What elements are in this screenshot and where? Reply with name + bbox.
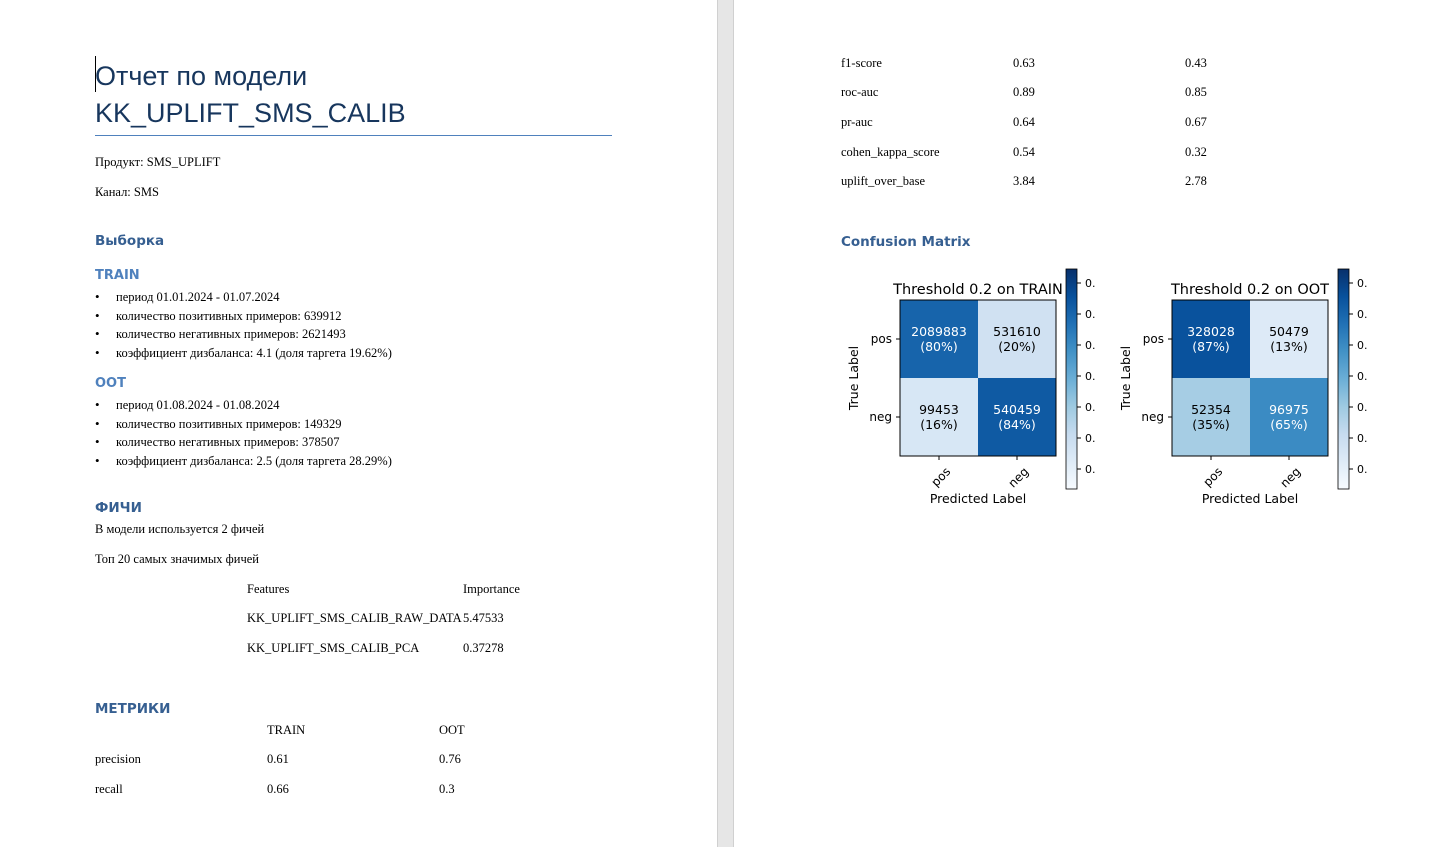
train-bullet-list	[95, 288, 392, 363]
table-header-features: Features	[247, 582, 290, 596]
metric-value: 3.84	[1013, 174, 1035, 188]
colorbar-tick-label: 0.	[1357, 463, 1368, 476]
metric-value: 0.3	[439, 782, 455, 796]
chart-title: Threshold 0.2 on TRAIN	[893, 282, 1063, 298]
y-axis-label: True Label	[846, 345, 861, 411]
report-title-line-1: Отчет по модели	[95, 61, 308, 91]
metric-value: 0.61	[267, 752, 289, 766]
list-item: • коэффициент дизбаланса: 4.1 (доля таргета 19.62%)	[95, 344, 392, 363]
x-axis-label: Predicted Label	[929, 491, 1027, 506]
metric-value: 0.63	[1013, 56, 1035, 70]
chart-title: Threshold 0.2 on OOT	[1170, 282, 1330, 298]
list-item: • количество негативных примеров: 378507	[95, 433, 392, 452]
channel-line: Канал: SMS	[95, 185, 159, 199]
colorbar-tick-label: 0.	[1357, 401, 1368, 414]
confusion-matrix-train	[842, 264, 1106, 514]
cell-count-label: 50479	[1269, 324, 1309, 339]
table-cell: 0.37278	[463, 641, 504, 655]
train-heading: TRAIN	[95, 268, 140, 283]
colorbar-tick-label: 0.	[1357, 370, 1368, 383]
metric-value: 0.67	[1185, 115, 1207, 129]
cell-percent-label: (35%)	[1192, 417, 1230, 432]
y-axis-label: True Label	[1118, 345, 1133, 411]
colorbar-tick-label: 0.	[1085, 339, 1096, 352]
document-page-2	[734, 0, 1455, 847]
x-tick-label: neg	[1277, 464, 1304, 491]
y-tick-label: pos	[1142, 332, 1164, 346]
colorbar-tick-label: 0.	[1357, 339, 1368, 352]
table-cell: 5.47533	[463, 611, 504, 625]
cell-count-label: 99453	[919, 402, 959, 417]
x-tick-label: pos	[1200, 464, 1226, 490]
metric-name: cohen_kappa_score	[841, 145, 940, 159]
cell-count-label: 540459	[993, 402, 1041, 417]
cell-count-label: 96975	[1269, 402, 1309, 417]
colorbar-tick-label: 0.	[1085, 370, 1096, 383]
metric-name: precision	[95, 752, 141, 766]
colorbar-tick-label: 0.	[1357, 277, 1368, 290]
table-header-oot: OOT	[439, 723, 465, 737]
metric-value: 0.54	[1013, 145, 1035, 159]
list-item: • коэффициент дизбаланса: 2.5 (доля таргета 28.29%)	[95, 452, 392, 471]
cell-count-label: 52354	[1191, 402, 1231, 417]
metric-value: 0.89	[1013, 85, 1035, 99]
colorbar-tick-label: 0.	[1085, 401, 1096, 414]
list-item: • количество позитивных примеров: 149329	[95, 415, 392, 434]
confusion-matrix-heading: Confusion Matrix	[841, 234, 971, 250]
metric-value: 0.43	[1185, 56, 1207, 70]
metric-value: 0.85	[1185, 85, 1207, 99]
metric-name: pr-auc	[841, 115, 873, 129]
list-item: • период 01.08.2024 - 01.08.2024	[95, 396, 392, 415]
x-tick-label: neg	[1005, 464, 1032, 491]
colorbar-tick-label: 0.	[1085, 277, 1096, 290]
sample-heading: Выборка	[95, 233, 165, 249]
oot-bullet-list	[95, 396, 392, 471]
colorbar	[1338, 269, 1349, 489]
table-header-train: TRAIN	[267, 723, 306, 737]
list-item: • количество негативных примеров: 2621493	[95, 325, 392, 344]
title-underline	[95, 135, 612, 136]
metric-name: uplift_over_base	[841, 174, 926, 188]
cell-count-label: 2089883	[911, 324, 967, 339]
metric-name: recall	[95, 782, 123, 796]
features-count-text: В модели используется 2 фичей	[95, 522, 265, 536]
cell-percent-label: (87%)	[1192, 339, 1230, 354]
report-title-line-2: KK_UPLIFT_SMS_CALIB	[95, 98, 406, 128]
cell-percent-label: (13%)	[1270, 339, 1308, 354]
cell-percent-label: (20%)	[998, 339, 1036, 354]
page-gutter	[717, 0, 734, 847]
y-tick-label: pos	[870, 332, 892, 346]
x-axis-label: Predicted Label	[1201, 491, 1299, 506]
metric-value: 0.64	[1013, 115, 1035, 129]
product-line: Продукт: SMS_UPLIFT	[95, 155, 221, 169]
x-tick-label: pos	[928, 464, 954, 490]
cell-count-label: 328028	[1187, 324, 1235, 339]
metric-value: 0.32	[1185, 145, 1207, 159]
colorbar-tick-label: 0.	[1357, 432, 1368, 445]
colorbar-tick-label: 0.	[1357, 308, 1368, 321]
list-item: • период 01.01.2024 - 01.07.2024	[95, 288, 392, 307]
metric-value: 0.76	[439, 752, 461, 766]
cell-percent-label: (84%)	[998, 417, 1036, 432]
document-page-1	[0, 0, 717, 847]
table-header-importance: Importance	[463, 582, 520, 596]
colorbar-tick-label: 0.	[1085, 463, 1096, 476]
features-heading: ФИЧИ	[95, 500, 142, 516]
table-cell: KK_UPLIFT_SMS_CALIB_RAW_DATA	[247, 611, 462, 625]
features-top-text: Топ 20 самых значимых фичей	[95, 552, 259, 566]
colorbar-tick-label: 0.	[1085, 432, 1096, 445]
confusion-matrix-oot	[1114, 264, 1378, 514]
metric-name: roc-auc	[841, 85, 879, 99]
list-item: • количество позитивных примеров: 639912	[95, 307, 392, 326]
colorbar-tick-label: 0.	[1085, 308, 1096, 321]
cell-percent-label: (16%)	[920, 417, 958, 432]
cell-percent-label: (65%)	[1270, 417, 1308, 432]
table-cell: KK_UPLIFT_SMS_CALIB_PCA	[247, 641, 420, 655]
metrics-heading: МЕТРИКИ	[95, 701, 171, 717]
y-tick-label: neg	[1141, 410, 1164, 424]
cell-percent-label: (80%)	[920, 339, 958, 354]
oot-heading: OOT	[95, 376, 126, 391]
y-tick-label: neg	[869, 410, 892, 424]
metric-value: 2.78	[1185, 174, 1207, 188]
metric-name: f1-score	[841, 56, 882, 70]
cell-count-label: 531610	[993, 324, 1041, 339]
colorbar	[1066, 269, 1077, 489]
metric-value: 0.66	[267, 782, 289, 796]
